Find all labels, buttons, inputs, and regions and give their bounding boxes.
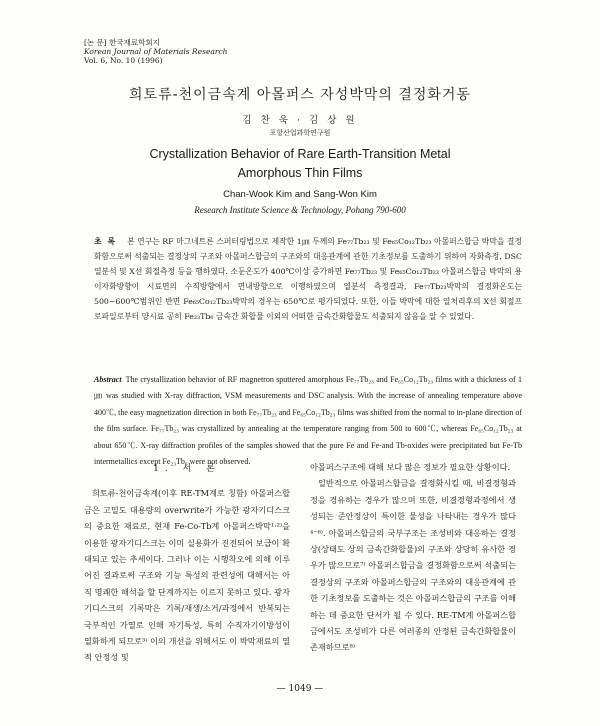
authors-en: Chan-Wook Kim and Sang-Won Kim <box>223 189 377 200</box>
abstract-ko-label: 초록 <box>94 237 122 246</box>
abstract-ko <box>94 234 522 324</box>
paper-title-en <box>0 145 600 183</box>
page-number: — 1049 — <box>276 684 324 694</box>
abstract-en-text: The crystallization behavior of RF magnetron sputtered amorphous Fe₇₇Tb₂₃ and Fe₆₅Co₁₂Tb₂₃ films with a thickness of 1㎛ was studied with X-ray diffraction, VSM measurements and DSC analysis. With the increase of annealing temperature above 400℃, the easy magnetization direction in both Fe₇₇Tb₂₃ and Fe₆₅Co₁₂Tb₂₃ films was shifted from the normal to in-plane direction of the film surface. Fe₇₇Tb₂₃ was crystallized by annealing at the temperature ranging from 500 to 600℃, whereas Fe₆₅Co₁₂Tb₂₃ at about 650℃. X-ray diffraction profiles of the samples showed that the pure Fe and Fe-and Tb-oxides were precipitated but Fe-Tb intermetallics except Fe₂₃Tb₆ were not observed. <box>94 375 522 467</box>
affiliation-ko: 포항산업과학연구원 <box>269 129 331 137</box>
journal-volume: Vol. 6, No. 10 (1996) <box>84 56 163 65</box>
affiliation-en: Research Institute Science & Technology, Pohang 790-600 <box>194 205 406 215</box>
abstract-ko-text: 본 연구는 RF 마그네트론 스퍼터링법으로 제작한 1㎛ 두께의 Fe₇₇Tb₂₃ 및 Fe₆₅Co₁₂Tb₂₃ 아몰퍼스합금 박막을 결정화함으로써 석출되는 결정상의 구조와 아몰퍼스합금의 구조와의 대응관계에 관한 기초정보를 도출하기 위하여 자화측정, DSC열분석 및 X선 회절측정 등을 행하였다. 소둔온도가 400℃이상 증가하면 Fe₇₇Tb₂₃ 및 Fe₆₅Co₁₂Tb₂₃ 아몰퍼스합금 박막의 용이자화방향이 시료면의 수직방향에서 면내방향으로 이행하였으며 열분석 측정결과, Fe₇₇Tb₂₃박막의 결정화온도는 500~600℃범위인 반면 Fe₆₅Co₁₂Tb₂₃박막의 경우는 650℃로 평가되었다. 또한, 이들 박막에 대한 열처리후의 X선 회절프로파일로부터 양시료 공히 Fe₂₃Tb₆ 금속간 화합물 이외의 어떠한 금속간화합물도 석출되지 않음을 알 수 있었다. <box>94 237 522 321</box>
journal-name-en: Korean Journal of Materials Research <box>84 47 228 56</box>
journal-info <box>84 38 227 65</box>
paragraph: 아몰퍼스구조에 대해 보다 많은 정보가 필요한 상황이다. <box>310 462 511 472</box>
paragraph: 희토류-천이금속계(이후 RE-TM계로 칭함) 아몰퍼스합금은 고밀도 대용량의 overwrite가 가능한 광자기디스크의 중요한 재료로, 현재 Fe-Co-Tb계 아몰퍼스박막¹·²⁾을 이용한 광자기디스크는 이미 실용화가 진전되어 보급이 확대되고 있는 추세이다. 그러나 이는 시행착오에 의해 이루어진 결과로써 구조와 기능 특성의 관련성에 대해서는 아직 명쾌한 해석을 할 단계까지는 이르지 못하고 있다. 광자기디스크의 기록막은 기록/재생/소거/과정에서 반복되는 국부적인 가열로 인해 자기특성, 특히 수직자기이방성이 열화하게 되므로³⁾ 이의 개선을 위해서도 이 박막재료의 열적 안정성 및 <box>84 488 290 663</box>
paper-title-en-line1: Crystallization Behavior of Rare Earth-Transition Metal <box>149 147 451 161</box>
body-column-left <box>84 459 290 666</box>
abstract-en <box>94 372 522 470</box>
paper-title-en-line2: Amorphous Thin Films <box>237 166 363 180</box>
authors-ko: 김 찬 욱 · 김 상 원 <box>242 115 358 126</box>
body-column-right <box>310 459 516 656</box>
journal-name-ko: [논 문] 한국재료학회지 <box>84 38 160 47</box>
section-heading-introduction: 1. 서 론 <box>153 464 221 474</box>
abstract-en-label: Abstract <box>94 375 122 384</box>
paper-title-ko: 희토류-천이금속계 아몰퍼스 자성박막의 결정화거동 <box>129 87 471 103</box>
paragraph: 일반적으로 아몰퍼스합금을 결정화시킬 때, 비결정형과정을 경유하는 경우가 많으며 또한, 비결정형과정에서 생성되는 준안정상이 특이한 물성을 나타내는 경우가 많다⁴⁻⁶⁾. 아몰퍼스합금의 국부구조는 조성비와 대응하는 결정상(상태도 상의 금속간화합물)의 구조와 상당히 유사한 경우가 많으므로⁷⁾ 아몰퍼스합금을 결정화함으로써 석출되는 결정상의 구조와 아몰퍼스합금의 구조와의 대응관계에 관한 기초정보를 도출하는 것은 아몰퍼스합금의 구조를 이해하는 데 중요한 단서가 될 수 있다. RE-TM계 아몰퍼스합금에서도 조성비가 다른 여러종의 안정된 금속간화합물이 존재하므로⁸⁾ <box>310 478 516 653</box>
